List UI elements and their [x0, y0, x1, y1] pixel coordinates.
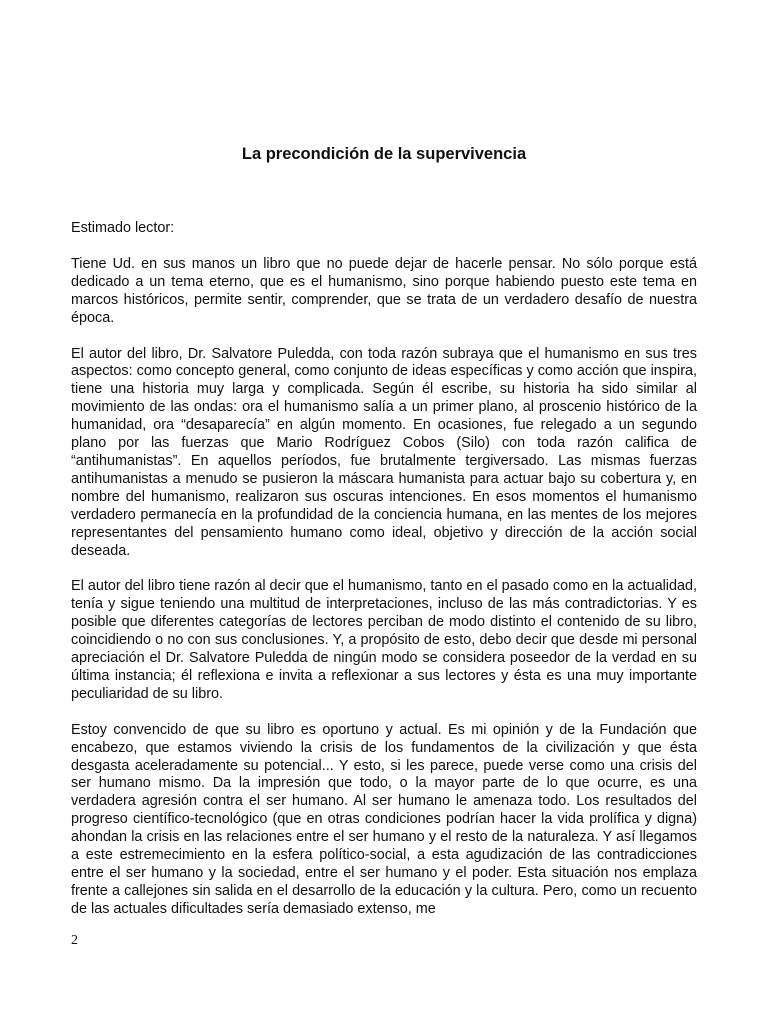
body-text	[71, 220, 697, 919]
salutation: Estimado lector:	[71, 220, 175, 236]
paragraph-4: Estoy convencido de que su libro es oportuno y actual. Es mi opinión y de la Fundación que encabezo, que estamos viviendo la crisis de los fundamentos de la civilización y que ésta desgasta aceleradamente su potencial... Y esto, si les parece, puede verse como una crisis del ser humano mismo. Da la impresión que todo, o la mayor parte de lo que ocurre, es una verdadera agresión contra el ser humano. Al ser humano le amenaza todo. Los resultados del progreso científico-tecnológico (que en otras condiciones podrían hacer la vida prolífica y digna) ahondan la crisis en las relaciones entre el ser humano y el resto de la naturaleza. Y así llegamos a este estremecimiento en la esfera político-social, a esta agudización de las contradicciones entre el ser humano y la sociedad, entre el ser humano y el poder. Esta situación nos emplaza frente a callejones sin salida en el desarrollo de la educación y la cultura. Pero, como un recuento de las actuales dificultades sería demasiado extenso, me	[71, 721, 697, 917]
paragraph-1: Tiene Ud. en sus manos un libro que no puede dejar de hacerle pensar. No sólo porque está dedicado a un tema eterno, que es el humanismo, sino porque habiendo puesto este tema en marcos históricos, permite sentir, comprender, que se trata de un verdadero desafío de nuestra época.	[71, 255, 697, 326]
paragraph-3: El autor del libro tiene razón al decir que el humanismo, tanto en el pasado como en la actualidad, tenía y sigue teniendo una multitud de interpretaciones, incluso de las más contradictorias. Y es posible que diferentes categorías de lectores perciban de modo distinto el contenido de su libro, coincidiendo o no con sus conclusiones. Y, a propósito de esto, debo decir que desde mi personal apreciación el Dr. Salvatore Puledda de ningún modo se considera poseedor de la verdad en su última instancia; él reflexiona e invita a reflexionar a sus lectores y ésta es una muy importante peculiaridad de su libro.	[71, 578, 697, 702]
page-number: 2	[71, 933, 78, 948]
paragraph-2: El autor del libro, Dr. Salvatore Puledda, con toda razón subraya que el humanismo en sus tres aspectos: como concepto general, como conjunto de ideas específicas y como acción que inspira, tiene una historia muy larga y complicada. Según él escribe, su historia ha sido similar al movimiento de las ondas: ora el humanismo salía a un primer plano, al proscenio histórico de la humanidad, ora “desaparecía” en algún momento. En ocasiones, fue relegado a un segundo plano por las fuerzas que Mario Rodríguez Cobos (Silo) con toda razón califica de “antihumanistas”. En aquellos períodos, fue brutalmente tergiversado. Las mismas fuerzas antihumanistas a menudo se pusieron la máscara humanista para actuar bajo su cobertura y, en nombre del humanismo, realizaron sus oscuras intenciones. En esos momentos el humanismo verdadero permanecía en la profundidad de la conciencia humana, en las mentes de los mejores representantes del pensamiento humano como ideal, objetivo y dirección de la acción social deseada.	[71, 345, 697, 559]
page-title: La precondición de la supervivencia	[241, 145, 527, 163]
